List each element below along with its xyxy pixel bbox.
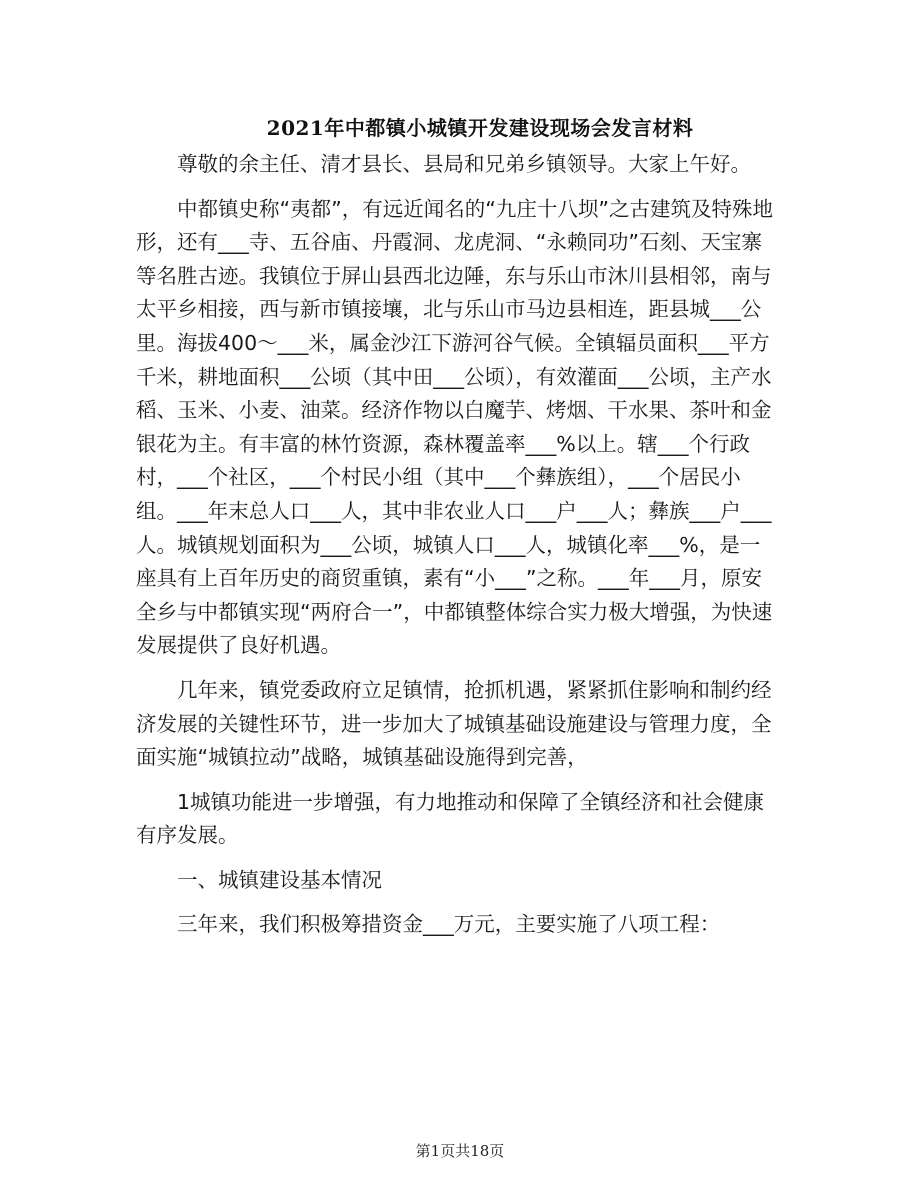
page-number: 第1页共18页 (415, 1142, 505, 1160)
document-title: 2021年中都镇小城镇开发建设现场会发言材料 (266, 116, 694, 140)
greeting-paragraph: 尊敬的余主任、清才县长、县局和兄弟乡镇领导。大家上午好。 (177, 152, 751, 176)
town-overview-paragraph: 中都镇史称“夷都”，有远近闻名的“九庄十八坝”之古建筑及特殊地形，还有___寺、五谷庙、丹霞洞、龙虎洞、“永赖同功”石刻、天宝寨等名胜古迹。我镇位于屏山县西北边陲，东与乐山市沐川县相邻，南与太平乡相接，西与新市镇接壤，北与乐山市马边县相连，距县城___公里。海拔400～___米，属金沙江下游河谷气候。全镇辐员面积___平方千米，耕地面积___公顷（其中田___公顷），有效灌面___公顷，主产水稻、玉米、小麦、油菜。经济作物以白魔芋、烤烟、干水果、茶叶和金银花为主。有丰富的林竹资源，森林覆盖率___%以上。辖___个行政村，___个社区，___个村民小组（其中___个彝族组），___个居民小组。___年末总人口___人，其中非农业人口___户___人；彝族___户___人。城镇规划面积为___公顷，城镇人口___人，城镇化率___%，是一座具有上百年历史的商贸重镇，素有“小___”之称。___年___月，原安全乡与中都镇实现“两府合一”，中都镇整体综合实力极大增强，为快速发展提供了良好机遇。 (136, 196, 773, 658)
development-paragraph: 几年来，镇党委政府立足镇情，抢抓机遇，紧紧抓住影响和制约经济发展的关键性环节，进一步加大了城镇基础设施建设与管理力度，全面实施“城镇拉动”战略，城镇基础设施得到完善， (136, 677, 772, 770)
section-heading: 一、城镇建设基本情况 (177, 867, 382, 892)
function-paragraph: 1城镇功能进一步增强，有力地推动和保障了全镇经济和社会健康有序发展。 (136, 789, 765, 848)
funding-paragraph: 三年来，我们积极筹措资金___万元，主要实施了八项工程： (177, 912, 721, 937)
document-body (136, 148, 778, 953)
